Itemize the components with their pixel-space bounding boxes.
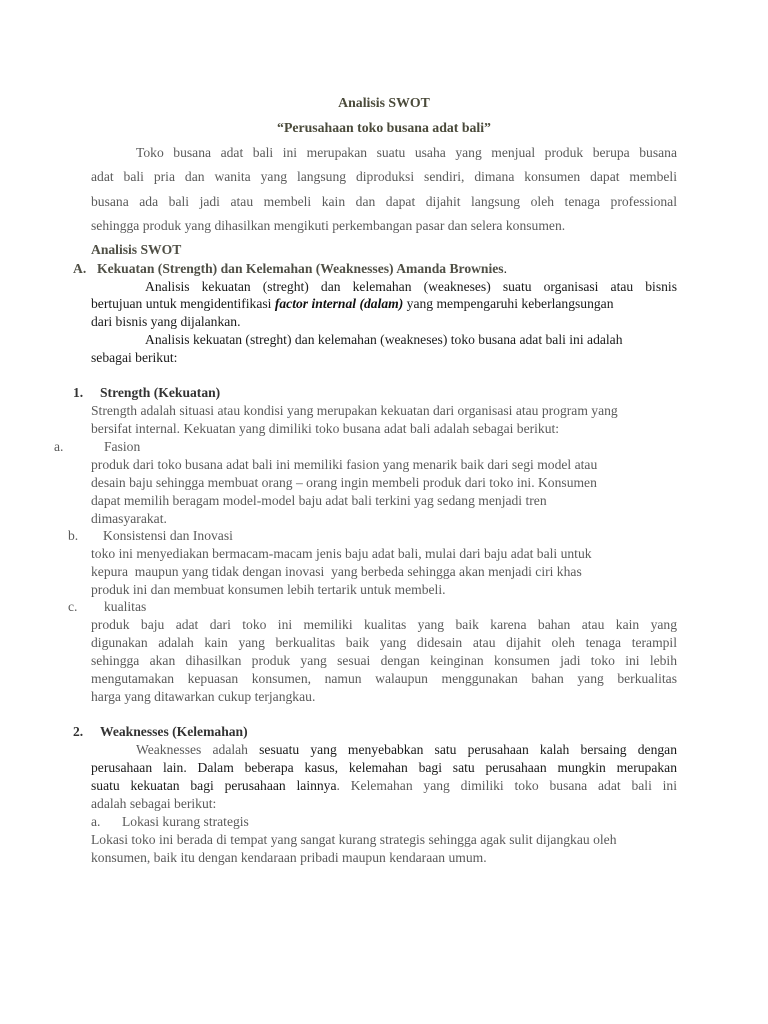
item-b-line-1: toko ini menyediakan bermacam-macam jenis baju adat bali, mulai dari baju adat bali untuk (91, 546, 592, 561)
section-a-p1-text-c: yang mempengaruhi keberlangsungan (403, 296, 614, 311)
item-c-marker: c. (68, 599, 78, 614)
weakness-number: 2. (73, 724, 84, 739)
weakness-line-2: perusahaan lain. Dalam beberapa kasus, kelemahan bagi satu perusahaan mungkin merupakan (91, 760, 677, 775)
page-title: Analisis SWOT (338, 95, 430, 110)
intro-line-1: Toko busana adat bali ini merupakan suatu usaha yang menjual produk berupa busana (136, 145, 677, 160)
strength-desc-line-2: bersifat internal. Kekuatan yang dimiliki toko busana adat bali adalah sebagai berikut: (91, 421, 560, 436)
weakness-item-line-1: Lokasi toko ini berada di tempat yang sangat kurang strategis sehingga agak sulit dijangkau oleh (91, 832, 617, 847)
section-a-p1-line-3: dari bisnis yang dijalankan. (91, 314, 241, 329)
item-b-line-2: kepura maupun yang tidak dengan inovasi yang berbeda sehingga akan menjadi ciri khas (91, 564, 582, 579)
item-b-marker: b. (68, 528, 79, 543)
section-a-p1-text-a: bertujuan untuk mengidentifikasi (91, 296, 275, 311)
item-a-line-3: dapat memilih beragam model-model baju adat bali terkini yag sedang menjadi tren (91, 493, 547, 508)
weakness-line-3-a: suatu kekuatan bagi perusahaan lainnya (91, 778, 337, 793)
item-a-line-1: produk dari toko busana adat bali ini memiliki fasion yang menarik baik dari segi model atau (91, 457, 598, 472)
section-a-p1-emphasis: factor internal (dalam) (274, 296, 404, 311)
weakness-line-4: adalah sebagai berikut: (91, 796, 217, 811)
section-a-p2-line-1: Analisis kekuatan (streght) dan kelemahan (weakneses) toko busana adat bali ini adalah (145, 332, 623, 347)
weakness-item-marker: a. (91, 814, 101, 829)
weakness-item-label: Lokasi kurang strategis (122, 814, 249, 829)
weakness-line-1-a: Weaknesses adalah (136, 742, 260, 757)
section-a-p2-line-2: sebagai berikut: (91, 350, 178, 365)
section-a-title-tail: . (503, 261, 508, 276)
strength-title: Strength (Kekuatan) (100, 385, 221, 400)
weakness-line-1-b: sesuatu yang menyebabkan satu perusahaan kalah bersaing dengan (259, 742, 677, 757)
item-c-line-4: mengutamakan kepuasan konsumen, namun walaupun menggunakan bahan yang berkualitas (91, 671, 677, 686)
item-a-line-4: dimasyarakat. (91, 511, 167, 526)
item-c-label: kualitas (104, 599, 147, 614)
weakness-title: Weaknesses (Kelemahan) (100, 724, 248, 739)
item-c-line-5: harga yang ditawarkan cukup terjangkau. (91, 689, 316, 704)
section-a-title-text: Kekuatan (Strength) dan Kelemahan (Weaknesses) Amanda Brownies (97, 261, 504, 276)
weakness-item-line-2: konsumen, baik itu dengan kendaraan pribadi maupun kendaraan umum. (91, 850, 487, 865)
item-a-marker: a. (54, 439, 64, 454)
intro-line-3: busana ada bali jadi atau membeli kain dan dapat dijahit langsung oleh tenaga professional (91, 194, 677, 209)
item-a-label: Fasion (104, 439, 141, 454)
item-a-line-2: desain baju sehingga membuat orang – orang ingin membeli produk dari toko ini. Konsumen (91, 475, 597, 490)
item-c-line-1: produk baju adat dari toko ini memiliki kualitas yang baik karena bahan atau kain yang (91, 617, 677, 632)
item-b-line-3: produk ini dan membuat konsumen lebih tertarik untuk membeli. (91, 582, 446, 597)
section-a-p1-line-1: Analisis kekuatan (streght) dan kelemahan (weakneses) suatu organisasi atau bisnis (145, 279, 677, 294)
page-subtitle: “Perusahaan toko busana adat bali” (277, 120, 491, 135)
section-heading: Analisis SWOT (91, 242, 182, 257)
item-b-label: Konsistensi dan Inovasi (103, 528, 233, 543)
section-a-title (97, 260, 507, 278)
weakness-line-3-b: . Kelemahan yang dimiliki toko busana adat bali ini (336, 778, 677, 793)
weakness-line-3 (91, 777, 677, 795)
intro-line-2: adat bali pria dan wanita yang langsung diproduksi sendiri, dimana konsumen dapat membeli (91, 169, 677, 184)
strength-number: 1. (73, 385, 84, 400)
weakness-line-1 (136, 741, 677, 759)
item-c-line-3: sehingga akan dihasilkan produk yang sesuai dengan keinginan konsumen jadi toko ini lebih (91, 653, 677, 668)
strength-desc-line-1: Strength adalah situasi atau kondisi yang merupakan kekuatan dari organisasi atau program yang (91, 403, 618, 418)
item-c-line-2: digunakan adalah kain yang berkualitas baik yang didesain atau dijahit oleh tenaga terampil (91, 635, 677, 650)
section-a-marker: A. (73, 261, 87, 276)
section-a-p1-line-2 (91, 295, 614, 313)
intro-line-4: sehingga produk yang dihasilkan mengikuti perkembangan pasar dan selera konsumen. (91, 218, 566, 233)
